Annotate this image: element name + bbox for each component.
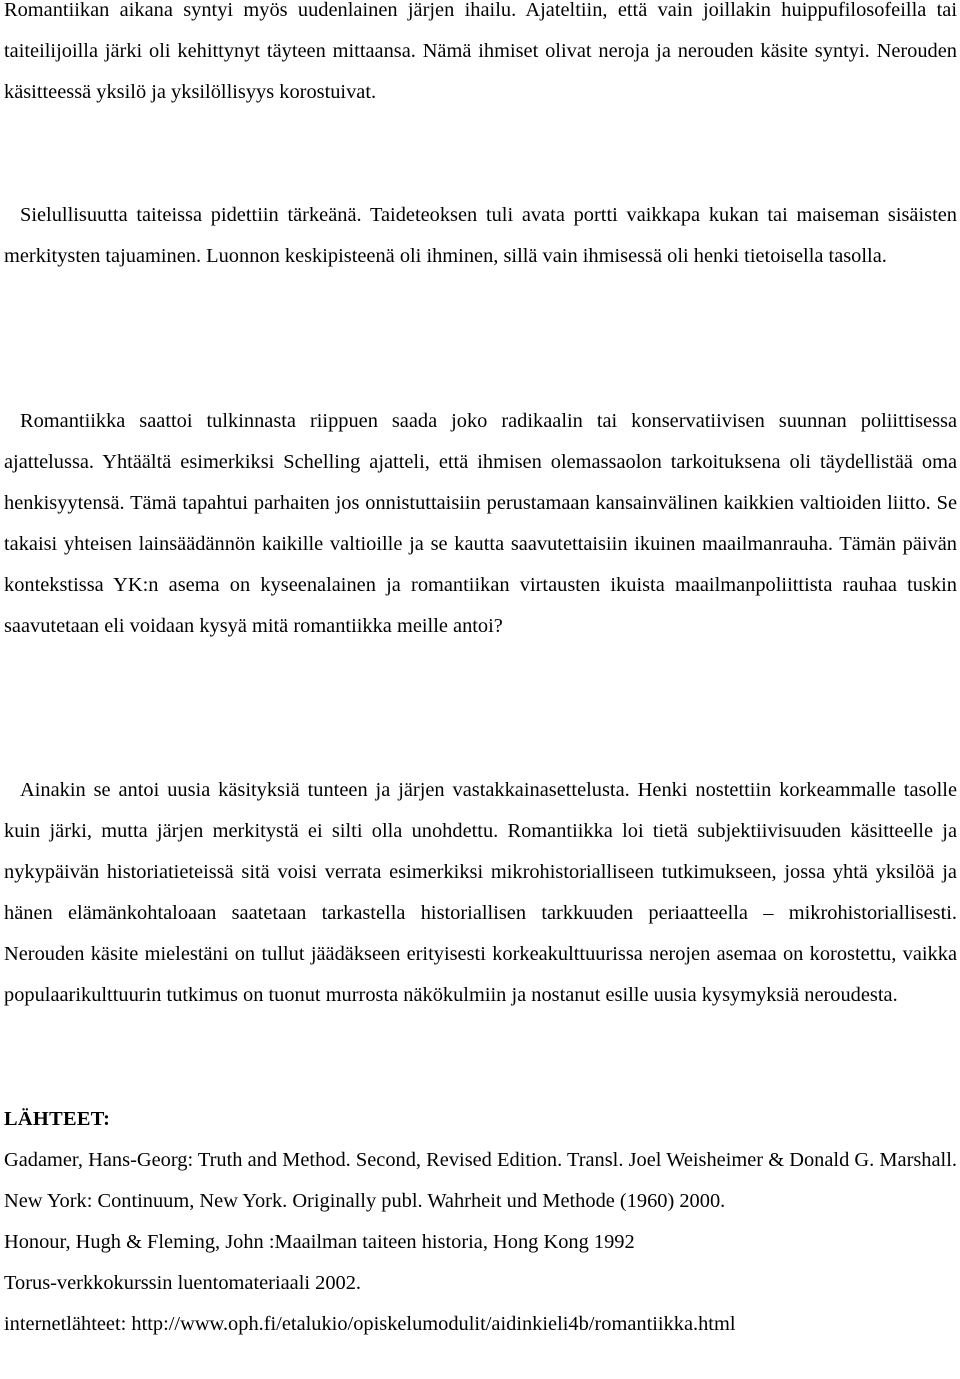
references-heading: LÄHTEET: [4, 1108, 111, 1130]
paragraph-legacy: Ainakin se antoi uusia käsityksiä tunteen ja järjen vastakkainasettelusta. Henki nostettiin korkeammalle tasolle kuin järki, mutta järjen merkitystä ei silti olla unohdettu. Romantiikka loi tietä subjektiivisuuden käsitteelle ja nykypäivän historiatieteissä sitä voisi verrata esimerkiksi mikrohistorialliseen tutkimukseen, jossa yhtä yksilöä ja hänen elämänkohtaloaan saatetaan tarkastella historiallisen tarkkuuden periaatteella – mikrohistoriallisesti. Nerouden käsite mielestäni on tullut jäädäkseen erityisesti korkeakulttuurissa nerojen asemaa on korostettu, vaikka populaarikulttuurin tutkimus on tuonut murrosta näkökulmiin ja nostanut esille uusia kysymyksiä neroudesta. [4, 779, 957, 1007]
paragraph-romantic-reason: Romantiikan aikana syntyi myös uudenlainen järjen ihailu. Ajateltiin, että vain joillakin huippufilosofeilla tai taiteilijoilla järki oli kehittynyt täyteen mittaansa. Nämä ihmiset olivat neroja ja nerouden käsite syntyi. Nerouden käsitteessä yksilö ja yksilöllisyys korostuivat. [4, 0, 957, 104]
reference-item-internet: internetlähteet: http://www.oph.fi/etalukio/opiskelumodulit/aidinkieli4b/romantiikka.html [4, 1313, 736, 1336]
paragraph-spirituality-in-art: Sielullisuutta taiteissa pidettiin tärkeänä. Taideteoksen tuli avata portti vaikkapa kukan tai maiseman sisäisten merkitysten tajuaminen. Luonnon keskipisteenä oli ihminen, sillä vain ihmisessä oli henki tietoisella tasolla. [4, 204, 957, 268]
references-list [4, 1140, 957, 1345]
reference-item-torus: Torus-verkkokurssin luentomateriaali 2002. [4, 1272, 362, 1295]
reference-item-gadamer: Gadamer, Hans-Georg: Truth and Method. Second, Revised Edition. Transl. Joel Weisheimer & Donald G. Marshall. New York: Continuum, New York. Originally publ. Wahrheit und Methode (1960) 2000. [4, 1149, 957, 1213]
reference-item-honour: Honour, Hugh & Fleming, John :Maailman taiteen historia, Hong Kong 1992 [4, 1231, 635, 1254]
paragraph-political-thought: Romantiikka saattoi tulkinnasta riippuen saada joko radikaalin tai konservatiivisen suunnan poliittisessa ajattelussa. Yhtäältä esimerkiksi Schelling ajatteli, että ihmisen olemassaolon tarkoituksena oli täydellistää oma henkisyytensä. Tämä tapahtui parhaiten jos onnistuttaisiin perustamaan kansainvälinen kaikkien valtioiden liitto. Se takaisi yhteisen lainsäädännön kaikille valtioille ja se kautta saavutettaisiin ikuinen maailmanrauha. Tämän päivän kontekstissa YK:n asema on kyseenalainen ja romantiikan virtausten ikuista maailmanpoliittista rauhaa tuskin saavutetaan eli voidaan kysyä mitä romantiikka meille antoi? [4, 410, 957, 638]
